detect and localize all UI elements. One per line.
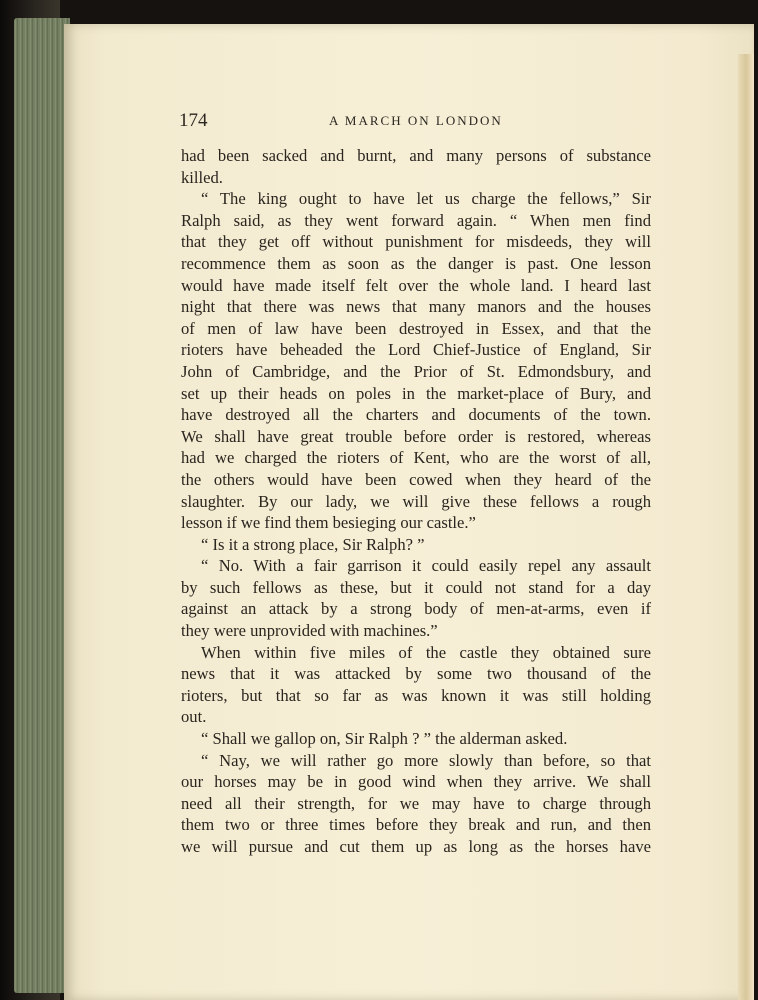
text-line: recommence them as soon as the danger is past. One lesson (181, 253, 651, 273)
text-line: would have made itself felt over the whole land. I heard last (181, 275, 651, 295)
text-line: they were unprovided with machines.” (181, 621, 438, 641)
text-line: “ Is it a strong place, Sir Ralph? ” (201, 534, 425, 554)
page-right-edge (738, 54, 754, 1000)
text-line: lesson if we find them besieging our castle.” (181, 513, 476, 533)
text-line: need all their strength, for we may have to charge through (181, 793, 651, 813)
text-line: of men of law have been destroyed in Essex, and that the (181, 318, 651, 338)
text-line: When within five miles of the castle they obtained sure (201, 642, 651, 662)
text-line: them two or three times before they break and run, and then (181, 815, 651, 835)
page-edges (14, 18, 70, 993)
text-line: rioters, but that so far as was known it was still holding (181, 685, 651, 705)
text-line: slaughter. By our lady, we will give these fellows a rough (181, 491, 651, 511)
text-line: have destroyed all the charters and documents of the town. (181, 405, 651, 425)
text-line: had been sacked and burnt, and many persons of substance (181, 146, 651, 165)
text-line: our horses may be in good wind when they arrive. We shall (181, 772, 651, 792)
text-line: “ The king ought to have let us charge the fellows,” Sir (201, 189, 651, 209)
text-line: John of Cambridge, and the Prior of St. Edmondsbury, and (181, 361, 651, 381)
text-line: rioters have beheaded the Lord Chief-Justice of England, Sir (181, 340, 651, 360)
text-line: Ralph said, as they went forward again. “ When men find (181, 210, 651, 230)
text-line: “ Nay, we will rather go more slowly than before, so that (201, 750, 651, 770)
text-line: against an attack by a strong body of men-at-arms, even if (181, 599, 651, 619)
page-number: 174 (179, 110, 208, 131)
text-line: killed. (181, 167, 223, 187)
text-line: news that it was attacked by some two thousand of the (181, 664, 651, 684)
text-line: “ No. With a fair garrison it could easily repel any assault (201, 556, 651, 576)
text-line: we will pursue and cut them up as long as the horses have (181, 837, 651, 856)
text-line: by such fellows as these, but it could not stand for a day (181, 577, 651, 597)
text-line: We shall have great trouble before order is restored, whereas (181, 426, 651, 446)
text-line: out. (181, 707, 207, 727)
running-title: A MARCH ON LONDON (329, 113, 503, 128)
body-text (181, 145, 651, 858)
text-line: the others would have been cowed when they heard of the (181, 469, 651, 489)
text-line: set up their heads on poles in the market-place of Bury, and (181, 383, 651, 403)
text-line: night that there was news that many manors and the houses (181, 297, 651, 317)
running-head (179, 110, 649, 134)
text-line: that they get off without punishment for misdeeds, they will (181, 232, 651, 252)
text-line: had we charged the rioters of Kent, who are the worst of all, (181, 448, 651, 468)
text-line: “ Shall we gallop on, Sir Ralph ? ” the alderman asked. (201, 729, 568, 749)
